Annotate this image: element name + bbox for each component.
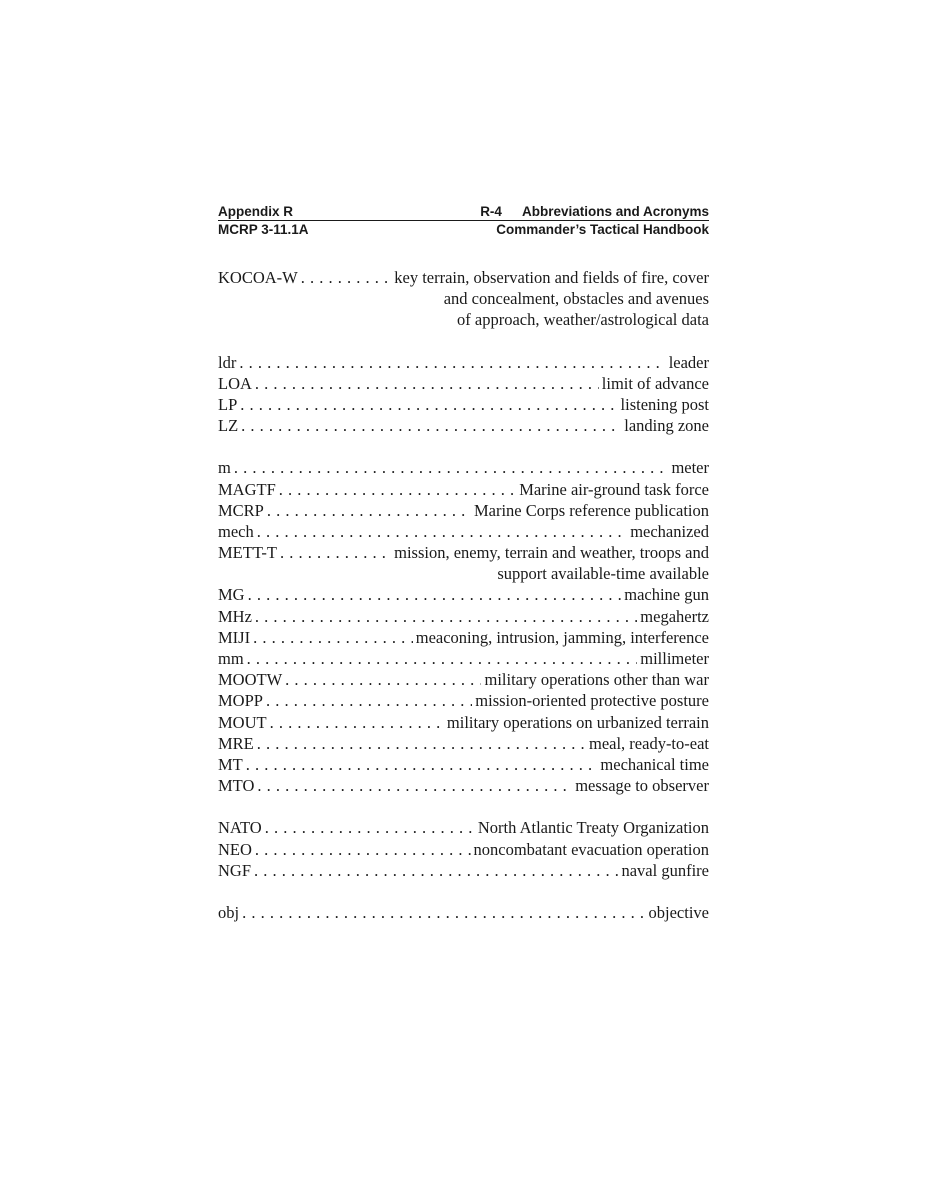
entry-group (218, 267, 709, 331)
abbreviation-definition: listening post (620, 394, 709, 414)
abbreviation-entry (218, 542, 709, 563)
abbreviation-definition: millimeter (640, 649, 709, 668)
dot-leader (255, 839, 471, 860)
header-row-bottom (218, 221, 709, 238)
abbreviation-list (218, 267, 709, 923)
abbreviation-term: mm (218, 649, 244, 668)
abbreviation-definition: limit of advance (601, 373, 709, 393)
dot-leader (240, 394, 617, 415)
abbreviation-term: LP (218, 394, 238, 414)
section-title: Abbreviations and Acronyms (521, 204, 709, 219)
abbreviation-entry (218, 352, 709, 373)
abbreviation-term: LOA (218, 373, 252, 393)
running-header (218, 203, 709, 238)
dot-leader (257, 733, 586, 754)
abbreviation-entry (218, 902, 709, 923)
dot-leader (254, 860, 618, 881)
dot-leader (266, 690, 472, 711)
abbreviation-entry (218, 394, 709, 415)
publication-number: MCRP 3-11.1A (218, 222, 309, 237)
abbreviation-definition: noncombatant evacuation operation (473, 839, 709, 859)
dot-leader (241, 415, 621, 436)
dot-leader (253, 627, 413, 648)
abbreviation-term: NGF (218, 860, 252, 880)
abbreviation-entry (218, 584, 709, 605)
abbreviation-term: MT (218, 754, 243, 774)
dot-leader (267, 500, 471, 521)
dot-leader (279, 479, 516, 500)
abbreviation-entry (218, 754, 709, 775)
appendix-label: Appendix R (218, 204, 294, 219)
abbreviation-definition: military operations on urbanized terrain (446, 712, 709, 732)
abbreviation-term: MCRP (218, 500, 264, 520)
abbreviation-definition: mission-oriented protective posture (475, 691, 709, 711)
abbreviation-definition: meaconing, intrusion, jamming, interference (415, 627, 709, 647)
document-page (218, 203, 709, 944)
abbreviation-term: MAGTF (218, 479, 276, 499)
abbreviation-entry (218, 733, 709, 754)
entry-group (218, 817, 709, 881)
abbreviation-entry (218, 712, 709, 733)
abbreviation-entry (218, 500, 709, 521)
abbreviation-entry (218, 860, 709, 881)
dot-leader (280, 542, 391, 563)
abbreviation-term: NATO (218, 818, 262, 838)
abbreviation-entry (218, 669, 709, 690)
abbreviation-entry (218, 606, 709, 627)
dot-leader (301, 267, 392, 288)
abbreviation-definition: naval gunfire (621, 860, 709, 880)
abbreviation-term: MOPP (218, 691, 263, 711)
book-title: Commander’s Tactical Handbook (496, 222, 709, 237)
dot-leader (239, 352, 665, 373)
abbreviation-term: MOOTW (218, 670, 283, 690)
abbreviation-entry (218, 627, 709, 648)
dot-leader (257, 775, 572, 796)
abbreviation-definition: leader (668, 352, 709, 372)
abbreviation-definition: Marine air-ground task force (519, 479, 709, 499)
abbreviation-definition: key terrain, observation and fields of fire, cover (394, 268, 709, 287)
abbreviation-term: METT-T (218, 543, 277, 563)
abbreviation-term: m (218, 458, 231, 478)
abbreviation-definition: landing zone (624, 416, 709, 436)
abbreviation-definition: mechanized (630, 521, 709, 541)
abbreviation-entry (218, 817, 709, 838)
abbreviation-definition: meal, ready-to-eat (588, 733, 709, 753)
entry-group (218, 457, 709, 796)
abbreviation-entry (218, 479, 709, 500)
dot-leader (270, 712, 444, 733)
abbreviation-term: MHz (218, 606, 252, 626)
abbreviation-term: MIJI (218, 627, 251, 647)
abbreviation-definition: mechanical time (600, 754, 709, 774)
abbreviation-term: LZ (218, 416, 239, 436)
dot-leader (257, 521, 627, 542)
dot-leader (255, 606, 637, 627)
abbreviation-term: MG (218, 585, 245, 605)
abbreviation-term: KOCOA-W (218, 268, 298, 287)
dot-leader (246, 754, 598, 775)
dot-leader (255, 373, 599, 394)
abbreviation-definition: message to observer (575, 776, 709, 796)
abbreviation-definition: military operations other than war (484, 670, 709, 690)
dot-leader (248, 584, 622, 605)
abbreviation-definition: objective (648, 902, 709, 922)
definition-continuation: of approach, weather/astrological data (457, 310, 709, 330)
dot-leader (242, 902, 645, 923)
abbreviation-definition: mission, enemy, terrain and weather, troops and (394, 543, 709, 563)
abbreviation-entry (218, 373, 709, 394)
abbreviation-entry (218, 775, 709, 796)
dot-leader (285, 669, 481, 690)
abbreviation-definition: meter (671, 458, 709, 478)
dot-leader (234, 457, 669, 478)
abbreviation-definition: machine gun (624, 585, 709, 605)
abbreviation-term: ldr (218, 352, 237, 372)
abbreviation-definition: North Atlantic Treaty Organization (477, 818, 709, 838)
abbreviation-entry (218, 521, 709, 542)
entry-group (218, 352, 709, 437)
abbreviation-entry (218, 690, 709, 711)
abbreviation-definition: megahertz (640, 606, 709, 626)
abbreviation-entry (218, 648, 709, 669)
dot-leader (265, 817, 475, 838)
abbreviation-entry (218, 839, 709, 860)
abbreviation-entry (218, 267, 709, 288)
abbreviation-term: obj (218, 902, 240, 922)
definition-continuation: and concealment, obstacles and avenues (443, 289, 709, 309)
dot-leader (247, 648, 638, 669)
abbreviation-term: mech (218, 521, 254, 541)
abbreviation-entry (218, 457, 709, 478)
header-row-top (218, 203, 709, 221)
abbreviation-term: NEO (218, 839, 252, 859)
abbreviation-term: MTO (218, 776, 255, 796)
definition-continuation: support available-time available (497, 564, 709, 584)
abbreviation-term: MRE (218, 733, 254, 753)
abbreviation-term: MOUT (218, 712, 267, 732)
abbreviation-definition: Marine Corps reference publication (473, 500, 709, 520)
page-number: R-4 (480, 204, 502, 219)
abbreviation-entry (218, 415, 709, 436)
entry-group (218, 902, 709, 923)
